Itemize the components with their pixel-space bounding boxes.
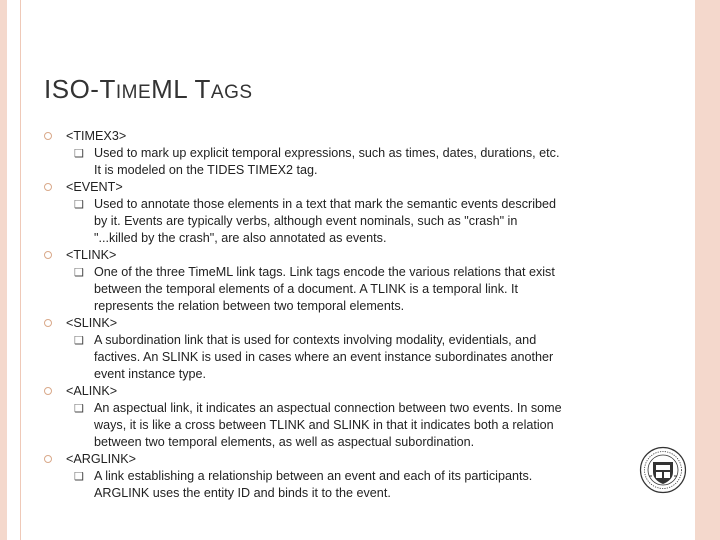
square-bullet-icon: ❑	[74, 403, 84, 415]
sub-item	[44, 196, 634, 247]
square-bullet-icon: ❑	[74, 335, 84, 347]
list-item	[44, 383, 634, 400]
sub-item	[44, 264, 634, 315]
tag-name: <SLINK>	[66, 316, 118, 330]
sub-item	[44, 400, 634, 451]
description-line: It is modeled on the TIDES TIMEX2 tag.	[94, 163, 318, 177]
sub-item	[44, 332, 634, 383]
square-bullet-icon: ❑	[74, 148, 84, 160]
tag-name: <ARGLINK>	[66, 452, 136, 466]
circle-bullet-icon	[44, 251, 52, 259]
description-line: ways, it is like a cross between TLINK and SLINK in that it indicates both a relation	[94, 418, 554, 432]
circle-bullet-icon	[44, 183, 52, 191]
circle-bullet-icon	[44, 132, 52, 140]
list-item	[44, 315, 634, 332]
slide-frame-right	[695, 0, 720, 540]
description-line: A subordination link that is used for contexts involving modality, evidentials, and	[94, 333, 537, 347]
description-line: A link establishing a relationship between an event and each of its participants.	[94, 469, 533, 483]
description-line: Used to annotate those elements in a text that mark the semantic events described	[94, 197, 557, 211]
sub-item	[44, 145, 634, 179]
slide-frame-left	[0, 0, 7, 540]
list-item	[44, 451, 634, 468]
circle-bullet-icon	[44, 319, 52, 327]
description-line: ARGLINK uses the entity ID and binds it to the event.	[94, 486, 391, 500]
tag-name: <TIMEX3>	[66, 129, 127, 143]
description-line: event instance type.	[94, 367, 207, 381]
description-line: between two temporal elements, as well as aspectual subordination.	[94, 435, 475, 449]
description-line: factives. An SLINK is used in cases where an event instance subordinates another	[94, 350, 554, 364]
description-line: by it. Events are typically verbs, although event nominals, such as "crash" in	[94, 214, 518, 228]
tag-name: <TLINK>	[66, 248, 117, 262]
description-line: Used to mark up explicit temporal expressions, such as times, dates, durations, etc.	[94, 146, 560, 160]
square-bullet-icon: ❑	[74, 267, 84, 279]
description-line: An aspectual link, it indicates an aspectual connection between two events. In some	[94, 401, 562, 415]
sub-item	[44, 468, 634, 502]
description-line: "...killed by the crash", are also annotated as events.	[94, 231, 387, 245]
list-item	[44, 247, 634, 264]
description-line: One of the three TimeML link tags. Link tags encode the various relations that exist	[94, 265, 555, 279]
bullet-list	[44, 128, 634, 502]
university-seal-icon	[639, 446, 687, 494]
list-item	[44, 128, 634, 145]
description-line: between the temporal elements of a document. A TLINK is a temporal link. It	[94, 282, 518, 296]
circle-bullet-icon	[44, 387, 52, 395]
tag-name: <ALINK>	[66, 384, 118, 398]
description-line: represents the relation between two temporal elements.	[94, 299, 405, 313]
square-bullet-icon: ❑	[74, 199, 84, 211]
list-item	[44, 179, 634, 196]
tag-name: <EVENT>	[66, 180, 123, 194]
slide-title: ISO-TIMEML TAGS	[44, 74, 253, 104]
square-bullet-icon: ❑	[74, 471, 84, 483]
circle-bullet-icon	[44, 455, 52, 463]
